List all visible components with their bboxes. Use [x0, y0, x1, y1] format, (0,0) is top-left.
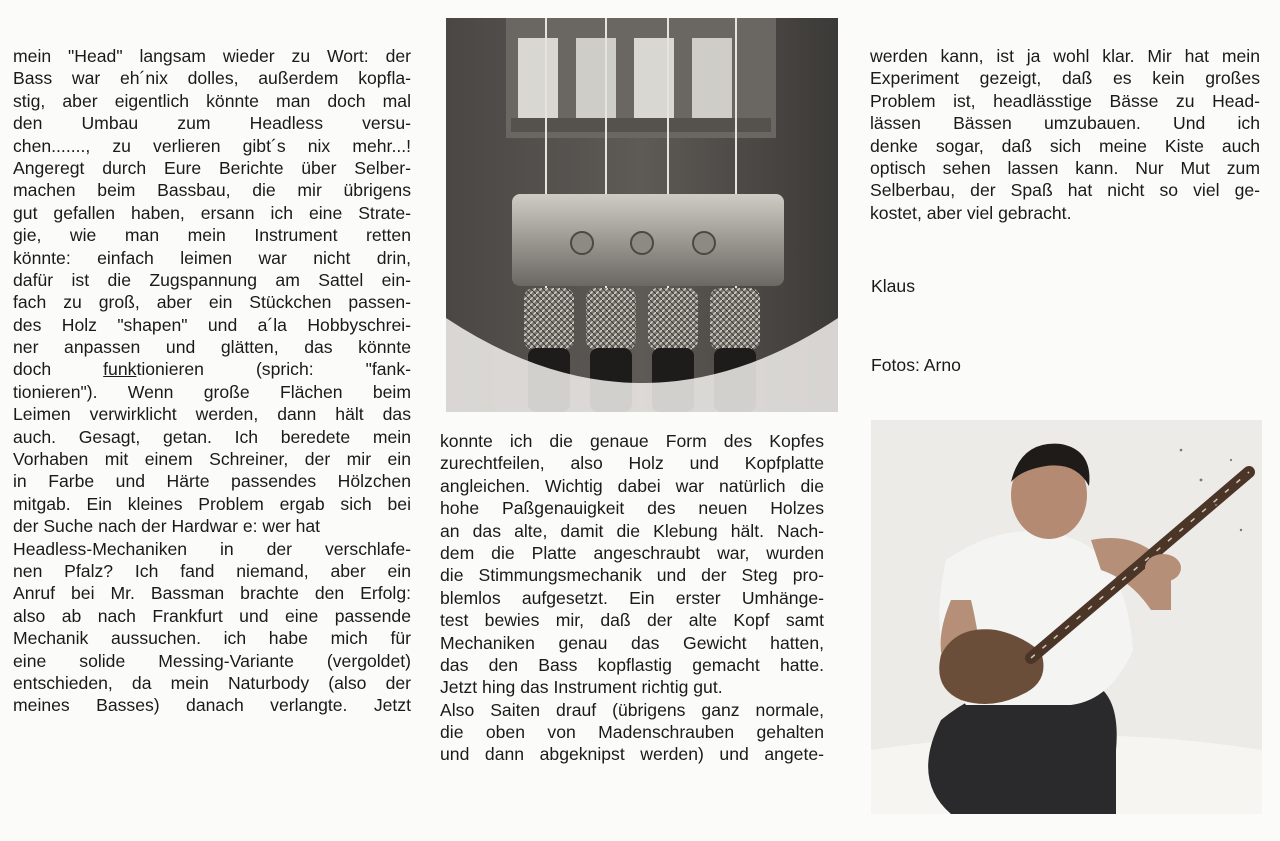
text-line: Vorhaben mit einem Schreiner, der mir ein [13, 449, 411, 470]
text-line: eine solide Messing-Variante (vergoldet) [13, 650, 411, 671]
text-line: ner anpassen und glätten, das könnte [13, 337, 411, 358]
text-line: machen beim Bassbau, die mir übrigens [13, 180, 411, 201]
text-line: meines Basses) danach verlangte. Jetzt [13, 695, 411, 716]
text-line: konnte ich die genaue Form des Kopfes [440, 431, 824, 451]
text-line: mitgab. Ein kleines Problem ergab sich bei [13, 493, 411, 514]
text-line: Problem ist, headlässtige Bässe zu Head- [870, 90, 1260, 111]
text-line: stig, aber eigentlich könnte man doch mal [13, 90, 411, 111]
text-line: Angeregt durch Eure Berichte über Selber- [13, 157, 411, 178]
text-line: Headless-Mechaniken in der verschlafe- [13, 538, 411, 559]
text-line: Jetzt hing das Instrument richtig gut. [440, 677, 723, 698]
text-line: an das alte, damit die Klebung hält. Nach- [440, 520, 824, 541]
text-line: Mechanik aussuchen. ich habe mich für [13, 628, 411, 649]
bass-bridge-illustration [446, 18, 838, 412]
text-line: das den Bass kopflastig gemacht hatte. [440, 654, 824, 675]
article-column-middle [440, 430, 824, 766]
text-line: in Farbe und Härte passendes Hölzchen [13, 471, 411, 492]
text-line: Also Saiten drauf (übrigens ganz normale, [440, 699, 824, 720]
text-line: Experiment gezeigt, daß es kein großes [870, 68, 1260, 89]
text-line: nen Pfalz? Ich fand niemand, aber ein [13, 560, 411, 581]
text-line: entschieden, da mein Naturbody (also der [13, 672, 411, 693]
text-line: hohe Paßgenauigkeit des neuen Holzes [440, 498, 824, 519]
text-line: angleichen. Wichtig dabei war natürlich die [440, 475, 824, 496]
text-line-funk [13, 358, 411, 380]
text-line: zurechtfeilen, also Holz und Kopfplatte [440, 453, 824, 474]
text-fragment: doch [13, 359, 104, 380]
text-line: werden kann, ist ja wohl klar. Mir hat mein [870, 46, 1260, 66]
bass-player-illustration [871, 420, 1262, 814]
author-signature: Klaus [871, 276, 916, 296]
text-line: also ab nach Frankfurt und eine passende [13, 605, 411, 626]
text-line: die Stimmungsmechanik und der Steg pro- [440, 565, 824, 586]
text-line: könnte: einfach leimen war nicht drin, [13, 247, 411, 268]
text-line: die oben von Madenschrauben gehalten [440, 722, 824, 743]
text-line: auch. Gesagt, getan. Ich beredete mein [13, 426, 411, 447]
article-column-left [13, 45, 411, 717]
underlined-word: funk [103, 359, 137, 380]
text-line: Bass war eh´nix dolles, außerdem kopfla- [13, 68, 411, 89]
text-line: optisch sehen lassen kann. Nur Mut zum [870, 157, 1260, 178]
text-line: Leimen verwirklicht werden, dann hält das [13, 404, 411, 425]
text-line: tionieren"). Wenn große Flächen beim [13, 381, 411, 402]
text-line: gie, wie man mein Instrument retten [13, 225, 411, 246]
text-line: fach zu groß, aber ein Stückchen passen- [13, 292, 411, 313]
text-fragment: tionieren (sprich: "fank- [136, 359, 411, 380]
text-line: mein "Head" langsam wieder zu Wort: der [13, 46, 411, 66]
text-line: blemlos aufgesetzt. Ein erster Umhänge- [440, 587, 824, 608]
text-line: lässen Bässen umzubauen. Und ich [870, 113, 1260, 134]
text-line: dem die Platte angeschraubt war, wurden [440, 542, 824, 563]
text-line: des Holz "shapen" und a´la Hobbyschrei- [13, 314, 411, 335]
article-column-right [870, 45, 1260, 224]
text-line: chen......., zu verlieren gibt´s nix mehr...! [13, 135, 411, 156]
text-line: den Umbau zum Headless versu- [13, 113, 411, 134]
text-line: Selberbau, der Spaß hat nicht so viel ge- [870, 180, 1260, 201]
photo-credit: Fotos: Arno [871, 355, 961, 375]
text-line: und dann abgeknipst werden) und angete- [440, 744, 824, 765]
text-line: dafür ist die Zugspannung am Sattel ein- [13, 269, 411, 290]
text-line: denke sogar, daß sich meine Kiste auch [870, 135, 1260, 156]
bass-player-photo [871, 420, 1262, 814]
text-line: Anruf bei Mr. Bassman brachte den Erfolg: [13, 583, 411, 604]
text-line: Mechaniken genau das Gewicht hatten, [440, 632, 824, 653]
text-line: gut gefallen haben, ersann ich eine Strate- [13, 202, 411, 223]
text-line: kostet, aber viel gebracht. [870, 202, 1072, 223]
bass-bridge-photo [446, 18, 838, 412]
text-line: der Suche nach der Hardwar e: wer hat [13, 516, 321, 537]
text-line: test bewies mir, daß der alte Kopf samt [440, 610, 824, 631]
